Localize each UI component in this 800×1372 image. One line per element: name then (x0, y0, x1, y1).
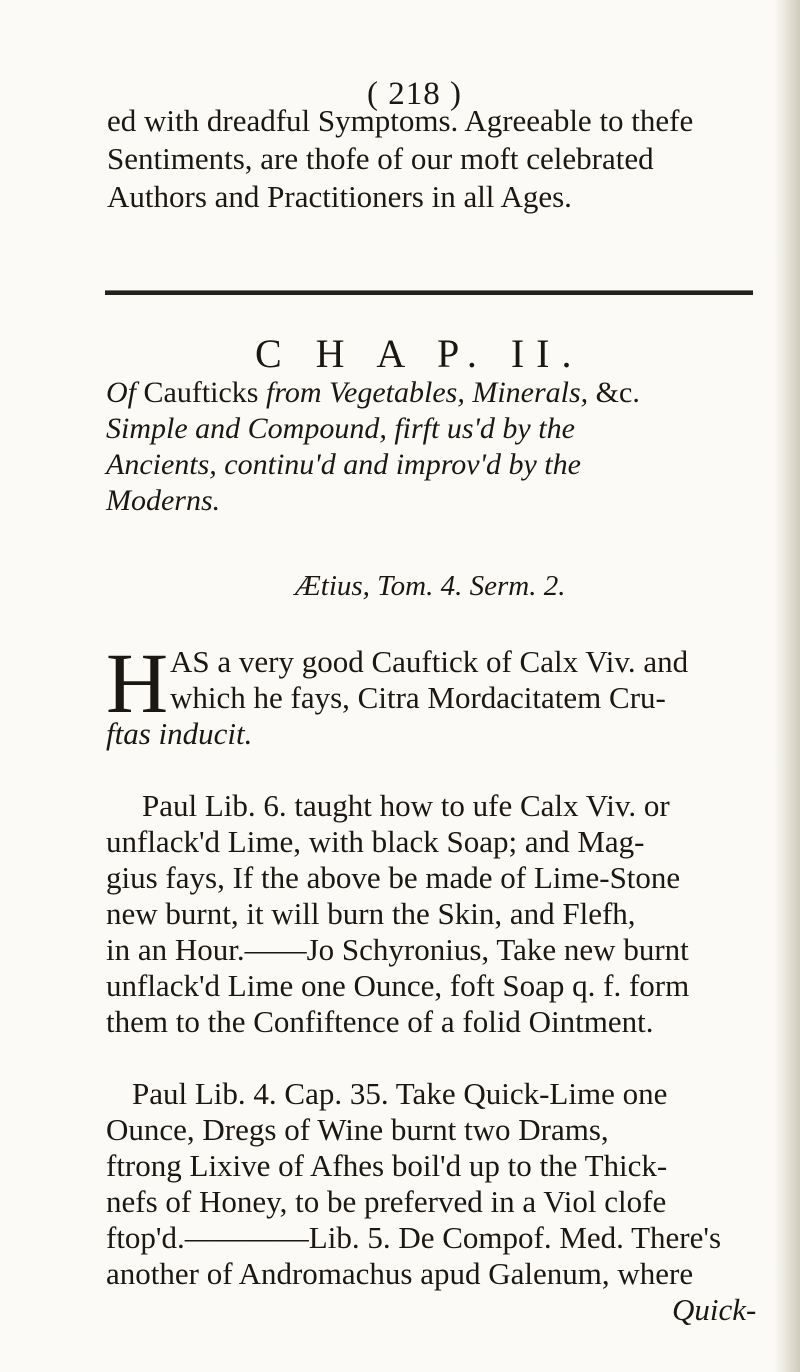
section-rule (105, 290, 753, 295)
text-line: ed with dreadful Symptoms. Agreeable to thefe (107, 103, 694, 138)
text-line: new burnt, it will burn the Skin, and Flefh, (106, 896, 636, 931)
text-line: them to the Confiftence of a folid Ointment. (106, 1004, 654, 1039)
text-line: Ounce, Dregs of Wine burnt two Drams, (106, 1112, 609, 1147)
text-line: another of Andromachus apud Galenum, where (106, 1256, 694, 1291)
catchword: Quick- (672, 1292, 757, 1327)
drop-cap: H (106, 635, 169, 731)
chapter-title-line-1 (106, 375, 640, 410)
chapter-title-italic: from Vegetables, Minerals, (265, 376, 589, 409)
text-line: ftrong Lixive of Afhes boil'd up to the Thick- (106, 1148, 668, 1183)
text-line: gius fays, If the above be made of Lime-Stone (106, 860, 681, 895)
text-line: ftop'd.————Lib. 5. De Compof. Med. There's (106, 1220, 722, 1255)
chapter-title-tail: &c. (595, 376, 640, 409)
text-line: Authors and Practitioners in all Ages. (107, 179, 572, 214)
chapter-heading: C H A P. II. (255, 331, 584, 376)
text-line: Sentiments, are thofe of our moft celebrated (107, 141, 654, 176)
text-line: which he fays, Citra Mordacitatem Cru- (170, 680, 666, 715)
page-edge (774, 0, 800, 1372)
text-line: Paul Lib. 4. Cap. 35. Take Quick-Lime one (132, 1076, 668, 1111)
text-line: in an Hour.——Jo Schyronius, Take new burnt (106, 932, 689, 967)
chapter-title-of: Of (106, 376, 136, 409)
chapter-title-roman: Caufticks (143, 376, 259, 409)
text-line: Paul Lib. 6. taught how to ufe Calx Viv. or (142, 788, 670, 823)
chapter-title-line-2: Simple and Compound, firft us'd by the (106, 412, 575, 445)
text-line: nefs of Honey, to be preferved in a Viol clofe (106, 1184, 667, 1219)
citation: Ætius, Tom. 4. Serm. 2. (295, 570, 566, 602)
text-line: unflack'd Lime, with black Soap; and Mag- (106, 824, 645, 859)
chapter-title-line-3: Ancients, continu'd and improv'd by the (106, 448, 581, 481)
text-line: ftas inducit. (106, 716, 253, 751)
text-line: unflack'd Lime one Ounce, foft Soap q. f. form (106, 968, 690, 1003)
chapter-title-line-4: Moderns. (106, 484, 221, 517)
page-number: ( 218 ) (367, 76, 462, 112)
text-line: AS a very good Cauftick of Calx Viv. and (170, 644, 689, 679)
